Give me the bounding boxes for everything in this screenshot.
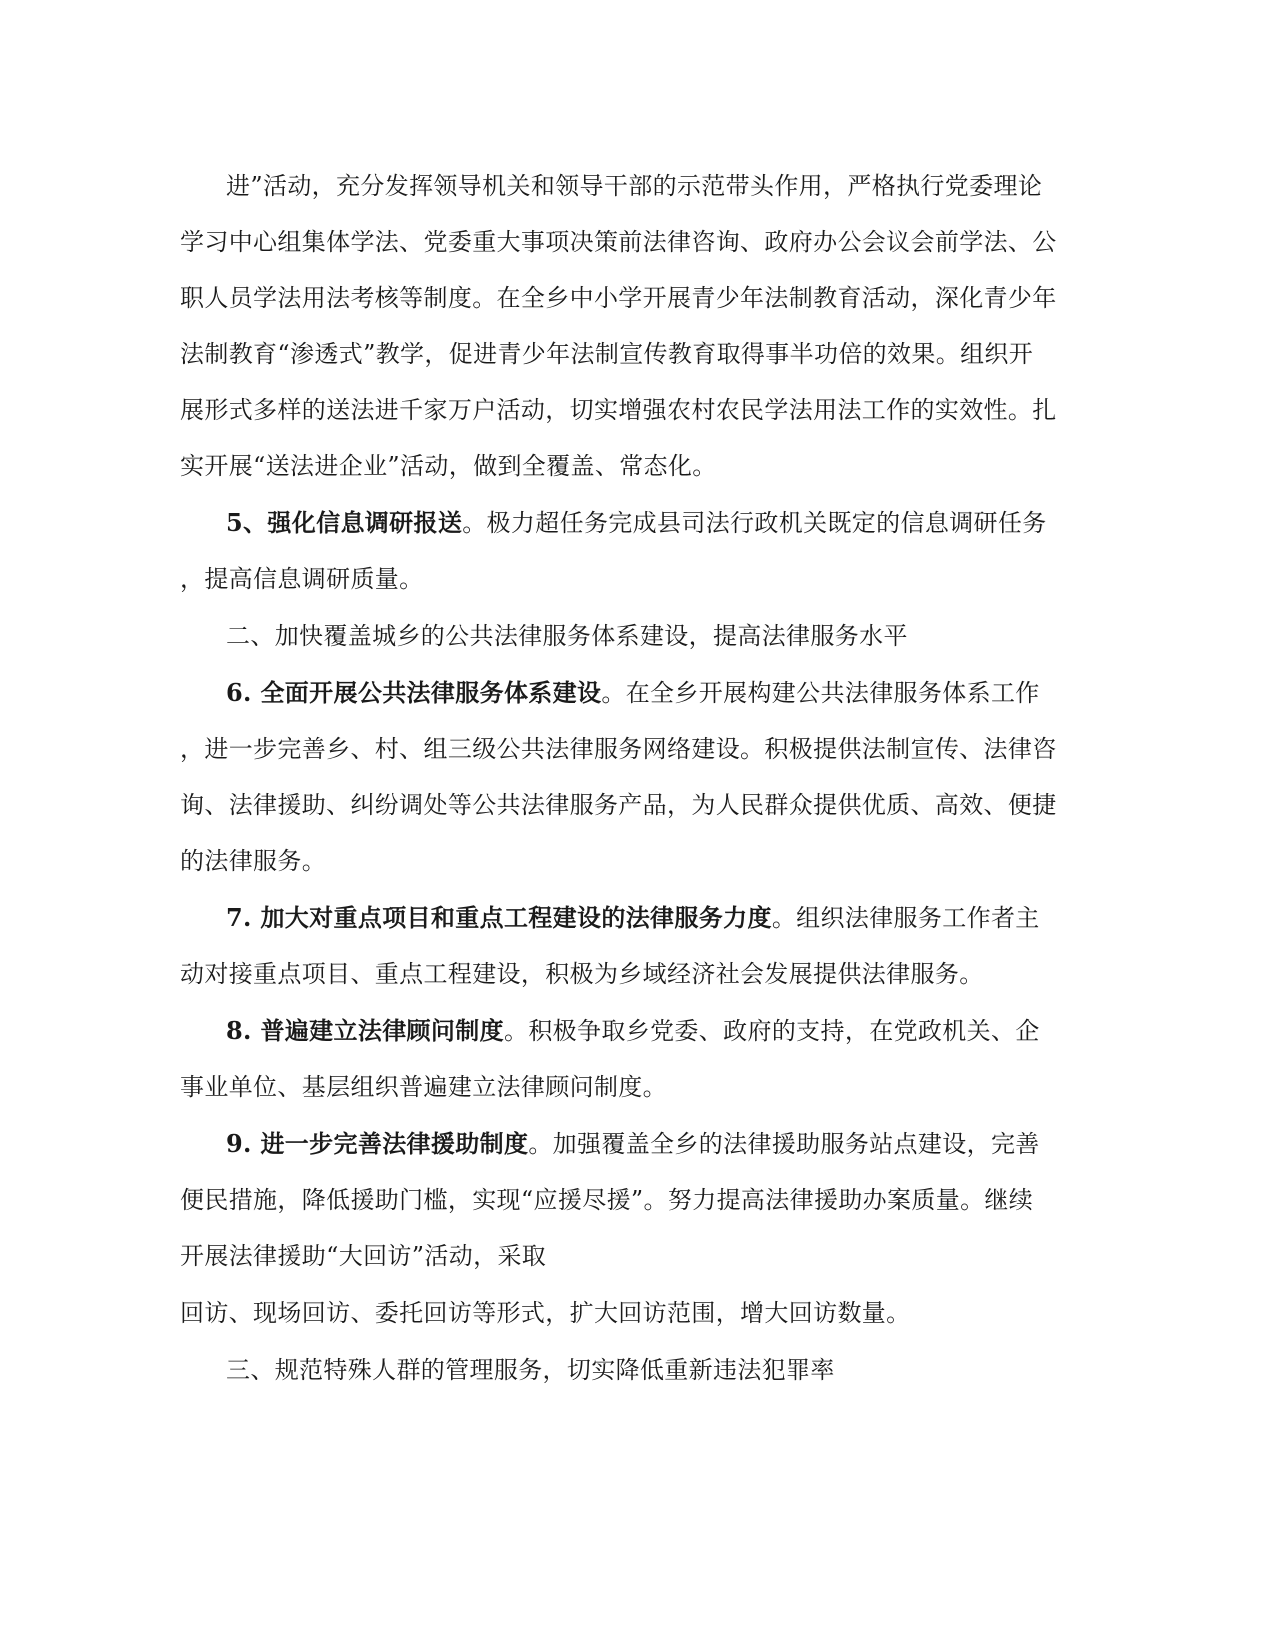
para1-line-3: 职人员学法用法考核等制度。在全乡中小学开展青少年法制教育活动，深化青少年 [180, 284, 1057, 312]
item5-line-2: ，提高信息调研质量。 [180, 565, 424, 593]
item6-title: 6. 全面开展公共法律服务体系建设 [226, 678, 602, 707]
item5-title: 5、强化信息调研报送 [226, 508, 463, 537]
para1-line-1: 进”活动，充分发挥领导机关和领导干部的示范带头作用，严格执行党委理论 [226, 172, 1043, 200]
item9-title: 9. 进一步完善法律援助制度 [226, 1129, 529, 1158]
item7-line-1 [226, 902, 1040, 934]
item6-line-3: 询、法律援助、纠纷调处等公共法律服务产品，为人民群众提供优质、高效、便捷 [180, 791, 1057, 819]
item6-line-2: ，进一步完善乡、村、组三级公共法律服务网络建设。积极提供法制宣传、法律咨 [180, 735, 1057, 763]
para1-line-5: 展形式多样的送法进千家万户活动，切实增强农村农民学法用法工作的实效性。扎 [180, 396, 1057, 424]
item9-text: 。加强覆盖全乡的法律援助服务站点建设，完善 [528, 1130, 1040, 1158]
para1-line-6: 实开展“送法进企业”活动，做到全覆盖、常态化。 [180, 452, 717, 480]
section3-heading: 三、规范特殊人群的管理服务，切实降低重新违法犯罪率 [226, 1356, 835, 1384]
item6-line-1 [226, 677, 1040, 709]
item7-title: 7. 加大对重点项目和重点工程建设的法律服务力度 [226, 903, 772, 932]
item9-line-4: 回访、现场回访、委托回访等形式，扩大回访范围，增大回访数量。 [180, 1299, 911, 1327]
item7-text: 。组织法律服务工作者主 [771, 904, 1040, 932]
item5-line-1 [226, 507, 1047, 539]
section2-heading: 二、加快覆盖城乡的公共法律服务体系建设，提高法律服务水平 [226, 622, 908, 650]
item8-title: 8. 普遍建立法律顾问制度 [226, 1016, 504, 1045]
item8-text: 。积极争取乡党委、政府的支持，在党政机关、企 [503, 1017, 1040, 1045]
item9-line-3: 开展法律援助“大回访”活动，采取 [180, 1242, 547, 1270]
item6-text: 。在全乡开展构建公共法律服务体系工作 [601, 679, 1040, 707]
item9-line-2: 便民措施，降低援助门槛，实现“应援尽援”。努力提高法律援助办案质量。继续 [180, 1186, 1034, 1214]
item8-line-1 [226, 1015, 1040, 1047]
item7-line-2: 动对接重点项目、重点工程建设，积极为乡域经济社会发展提供法律服务。 [180, 960, 984, 988]
item6-line-4: 的法律服务。 [180, 847, 327, 875]
item9-line-1 [226, 1128, 1040, 1160]
para1-line-4: 法制教育“渗透式”教学，促进青少年法制宣传教育取得事半功倍的效果。组织开 [180, 340, 1034, 368]
item5-text: 。极力超任务完成县司法行政机关既定的信息调研任务 [462, 509, 1047, 537]
item8-line-2: 事业单位、基层组织普遍建立法律顾问制度。 [180, 1073, 667, 1101]
para1-line-2: 学习中心组集体学法、党委重大事项决策前法律咨询、政府办公会议会前学法、公 [180, 228, 1057, 256]
